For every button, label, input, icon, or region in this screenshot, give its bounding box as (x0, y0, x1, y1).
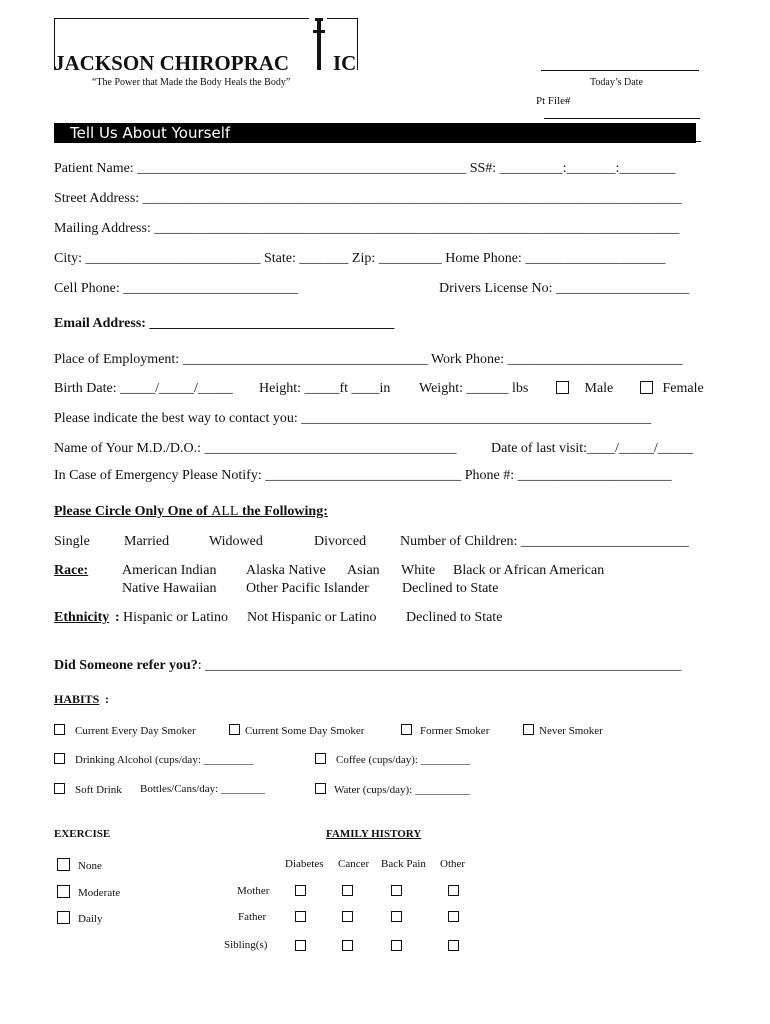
pt-file-label: Pt File# (536, 95, 571, 107)
clinic-logo (54, 18, 358, 75)
ethnicity-hispanic[interactable]: Hispanic or Latino (123, 610, 228, 625)
referral-field[interactable]: Did Someone refer you?: ____________________________________________________________________ (54, 658, 682, 673)
fh-mother-other-checkbox[interactable] (448, 882, 459, 900)
race-declined[interactable]: Declined to State (402, 581, 499, 596)
exercise-heading: EXERCISE (54, 828, 111, 840)
emergency-contact-field[interactable]: In Case of Emergency Please Notify: ____________________________ Phone #: ______________________ (54, 468, 672, 483)
ethnicity-label: Ethnicity (54, 610, 110, 625)
checkbox[interactable] (57, 858, 70, 871)
circle-heading: Please Circle Only One of ALL the Following: (54, 504, 328, 519)
race-american-indian[interactable]: American Indian (122, 563, 217, 578)
race-white[interactable]: White (401, 563, 436, 578)
checkbox[interactable] (57, 885, 70, 898)
children-field[interactable]: Number of Children: ________________________ (400, 534, 689, 549)
cell-phone-field[interactable]: Cell Phone: _________________________ (54, 281, 299, 296)
fh-siblings-back-pain-checkbox[interactable] (391, 937, 402, 955)
checkbox[interactable] (229, 724, 240, 735)
street-address-field[interactable]: Street Address: _____________________________________________________________________________ (54, 191, 682, 206)
female-label: Female (662, 381, 704, 396)
physician-name-field[interactable]: Name of Your M.D./D.O.: ____________________________________ (54, 441, 457, 456)
fh-father-other-checkbox[interactable] (448, 908, 459, 926)
male-option[interactable] (556, 381, 613, 397)
employment-field[interactable]: Place of Employment: ___________________________________ Work Phone: _________________________ (54, 352, 683, 367)
marital-single[interactable]: Single (54, 534, 90, 549)
habit-some-day-smoker[interactable]: Current Some Day Smoker (229, 724, 364, 737)
tagline: “The Power that Made the Body Heals the Body” (92, 77, 291, 88)
height-field[interactable]: Height: _____ft ____in (259, 381, 391, 396)
fh-col-other: Other (440, 858, 466, 870)
male-label: Male (584, 381, 614, 396)
pt-file-line[interactable] (544, 118, 700, 119)
habit-every-day-smoker[interactable]: Current Every Day Smoker (54, 724, 196, 737)
habit-soft-drink[interactable]: Soft Drink (54, 783, 122, 796)
family-history-heading: FAMILY HISTORY (326, 828, 422, 840)
race-native-hawaiian[interactable]: Native Hawaiian (122, 581, 217, 596)
race-black[interactable]: Black or African American (453, 563, 605, 578)
checkbox[interactable] (523, 724, 534, 735)
ethnicity-not-hispanic[interactable]: Not Hispanic or Latino (247, 610, 377, 625)
fh-siblings-other-checkbox[interactable] (448, 937, 459, 955)
female-checkbox[interactable] (640, 381, 653, 394)
ethnicity-declined[interactable]: Declined to State (406, 610, 503, 625)
habit-water[interactable]: Water (cups/day): __________ (315, 783, 470, 796)
fh-row-father: Father (238, 911, 267, 923)
marital-widowed[interactable]: Widowed (209, 534, 263, 549)
todays-date-label: Today’s Date (590, 77, 643, 88)
habit-never-smoker[interactable]: Never Smoker (523, 724, 603, 737)
race-alaska-native[interactable]: Alaska Native (246, 563, 326, 578)
contact-method-field[interactable]: Please indicate the best way to contact you: __________________________________________________ (54, 411, 652, 426)
fh-row-siblings: Sibling(s) (224, 939, 268, 951)
email-field[interactable]: Email Address: ___________________________________ (54, 316, 395, 331)
fh-mother-diabetes-checkbox[interactable] (295, 882, 306, 900)
checkbox[interactable] (401, 724, 412, 735)
checkbox[interactable] (54, 783, 65, 794)
checkbox[interactable] (57, 911, 70, 924)
race-asian[interactable]: Asian (347, 563, 380, 578)
fh-col-back-pain: Back Pain (381, 858, 426, 870)
marital-married[interactable]: Married (124, 534, 170, 549)
fh-mother-back-pain-checkbox[interactable] (391, 882, 402, 900)
exercise-daily[interactable]: Daily (57, 911, 102, 925)
weight-field[interactable]: Weight: ______ lbs (419, 381, 529, 396)
checkbox[interactable] (315, 753, 326, 764)
fh-father-back-pain-checkbox[interactable] (391, 908, 402, 926)
fh-siblings-diabetes-checkbox[interactable] (295, 937, 306, 955)
fh-col-diabetes: Diabetes (285, 858, 324, 870)
birth-date-field[interactable]: Birth Date: _____/_____/_____ (54, 381, 233, 396)
exercise-none[interactable]: None (57, 858, 102, 872)
mailing-address-field[interactable]: Mailing Address: ___________________________________________________________________________ (54, 221, 680, 236)
male-checkbox[interactable] (556, 381, 569, 394)
race-label: Race: (54, 563, 89, 578)
fh-col-cancer: Cancer (338, 858, 370, 870)
soft-drink-amount-field[interactable]: Bottles/Cans/day: ________ (140, 783, 265, 795)
marital-divorced[interactable]: Divorced (314, 534, 367, 549)
section-banner: Tell Us About Yourself (54, 123, 696, 143)
cross-icon (312, 16, 326, 72)
race-pacific-islander[interactable]: Other Pacific Islander (246, 581, 369, 596)
last-visit-field[interactable]: Date of last visit:____/_____/_____ (491, 441, 693, 456)
fh-row-mother: Mother (237, 885, 270, 897)
habit-alcohol[interactable]: Drinking Alcohol (cups/day: _________ (54, 753, 253, 766)
patient-name-field[interactable]: Patient Name: _______________________________________________ SS#: _________:_______:________ (54, 161, 676, 176)
habits-heading: HABITS (54, 692, 100, 706)
fh-siblings-cancer-checkbox[interactable] (342, 937, 353, 955)
female-option[interactable] (640, 381, 704, 397)
exercise-moderate[interactable]: Moderate (57, 885, 120, 899)
clinic-name-end: IC (333, 51, 357, 75)
fh-father-diabetes-checkbox[interactable] (295, 908, 306, 926)
checkbox[interactable] (315, 783, 326, 794)
todays-date-line[interactable] (541, 70, 699, 71)
clinic-name: JACKSON CHIROPRAC (54, 51, 290, 75)
drivers-license-field[interactable]: Drivers License No: ___________________ (439, 281, 690, 296)
habit-former-smoker[interactable]: Former Smoker (401, 724, 489, 737)
fh-father-cancer-checkbox[interactable] (342, 908, 353, 926)
city-state-zip-phone-field[interactable]: City: _________________________ State: _______ Zip: _________ Home Phone: ____________________ (54, 251, 666, 266)
checkbox[interactable] (54, 753, 65, 764)
fh-mother-cancer-checkbox[interactable] (342, 882, 353, 900)
habit-coffee[interactable]: Coffee (cups/day): _________ (315, 753, 470, 766)
checkbox[interactable] (54, 724, 65, 735)
